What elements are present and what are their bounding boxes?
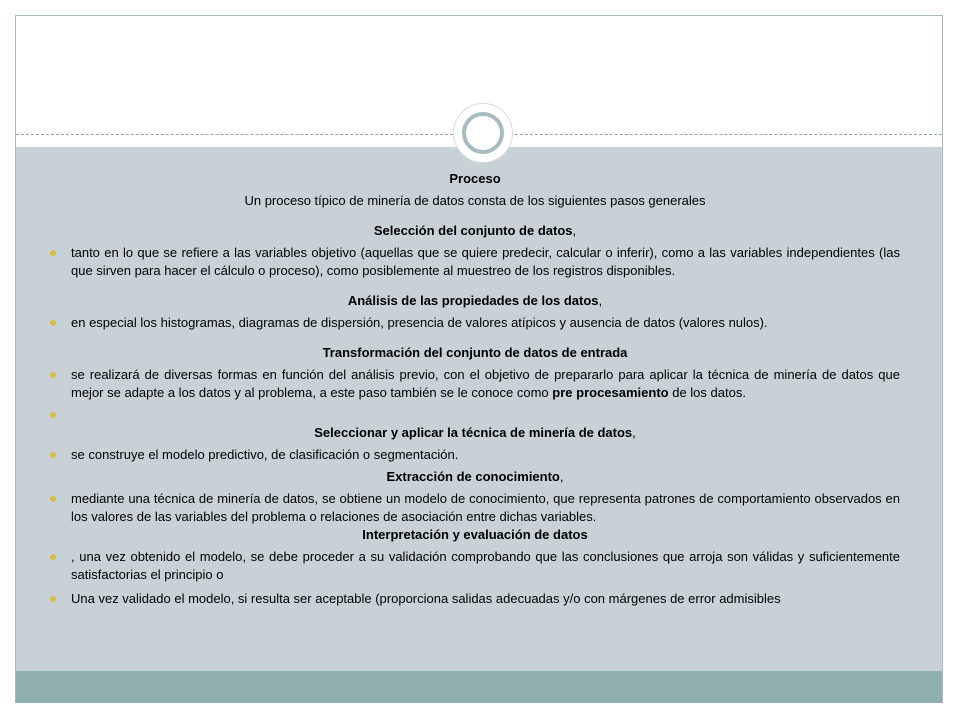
section-heading-text: Interpretación y evaluación de datos bbox=[362, 527, 588, 542]
bullet-dot-icon bbox=[50, 412, 56, 418]
bullet-item bbox=[50, 446, 900, 464]
bullet-text: tanto en lo que se refiere a las variables objetivo (aquellas que se quiere predecir, calcular o inferir), como a las variables independientes (las que sirven para hacer el cálculo o proceso), como posiblemente al muestreo de los registros disponibles. bbox=[71, 245, 900, 278]
heading-suffix: , bbox=[559, 469, 564, 484]
slide-subtitle: Un proceso típico de minería de datos consta de los siguientes pasos generales bbox=[244, 193, 706, 208]
bullet-item bbox=[50, 490, 900, 526]
bullet-dot-icon bbox=[50, 250, 56, 256]
bullet-item bbox=[50, 244, 900, 280]
bullet-text: mediante una técnica de minería de datos, se obtiene un modelo de conocimiento, que representa patrones de comportamiento observados en los valores de las variables del problema o relaciones de asociación entre dichas variables. bbox=[71, 491, 900, 524]
bullet-text-pre: se realizará de diversas formas en función del análisis previo, con el objetivo de prepararlo para aplicar la técnica de minería de datos que mejor se adapte a los datos y al problema, a este paso también se le conoce como bbox=[71, 367, 900, 400]
bullet-dot-icon bbox=[50, 496, 56, 502]
section-heading bbox=[50, 222, 900, 240]
section-heading bbox=[50, 344, 900, 362]
section-heading-text: Análisis de las propiedades de los datos bbox=[347, 293, 599, 308]
bullet-item bbox=[50, 314, 900, 332]
section-heading bbox=[50, 526, 900, 544]
bullet-dot-icon bbox=[50, 320, 56, 326]
bullet-dot-icon bbox=[50, 596, 56, 602]
heading-suffix: , bbox=[632, 425, 636, 440]
bullet-text: se construye el modelo predictivo, de clasificación o segmentación. bbox=[71, 447, 459, 462]
footer-band bbox=[16, 671, 942, 703]
heading-suffix: , bbox=[572, 223, 577, 238]
section-heading-text: Extracción de conocimiento bbox=[386, 469, 560, 484]
section-heading bbox=[50, 424, 900, 442]
section-heading bbox=[50, 292, 900, 310]
bullet-text-bold: pre procesamiento bbox=[552, 385, 669, 400]
slide-body bbox=[50, 170, 900, 608]
bullet-text: en especial los histogramas, diagramas de dispersión, presencia de valores atípicos y ausencia de datos (valores nulos). bbox=[71, 315, 768, 330]
bullet-dot-icon bbox=[50, 372, 56, 378]
section-heading-text: Seleccionar y aplicar la técnica de minería de datos bbox=[314, 425, 633, 440]
bullet-dot-icon bbox=[50, 554, 56, 560]
section-heading-text: Transformación del conjunto de datos de entrada bbox=[322, 345, 628, 360]
bullet-text: Una vez validado el modelo, si resulta ser aceptable (proporciona salidas adecuadas y/o con márgenes de error admisibles bbox=[71, 591, 781, 606]
bullet-item bbox=[50, 548, 900, 584]
section-heading bbox=[50, 468, 900, 486]
empty-bullet-item bbox=[50, 406, 900, 424]
bullet-text-post: de los datos. bbox=[668, 385, 746, 400]
bullet-item bbox=[50, 366, 900, 402]
heading-suffix: , bbox=[598, 293, 603, 308]
bullet-text: , una vez obtenido el modelo, se debe proceder a su validación comprobando que las conclusiones que arroja son válidas y suficientemente satisfactorias el principio o bbox=[71, 549, 900, 582]
section-heading-text: Selección del conjunto de datos bbox=[373, 223, 573, 238]
slide-title: Proceso bbox=[449, 171, 501, 186]
bullet-item bbox=[50, 590, 900, 608]
circle-ring-icon bbox=[462, 112, 504, 154]
bullet-dot-icon bbox=[50, 452, 56, 458]
